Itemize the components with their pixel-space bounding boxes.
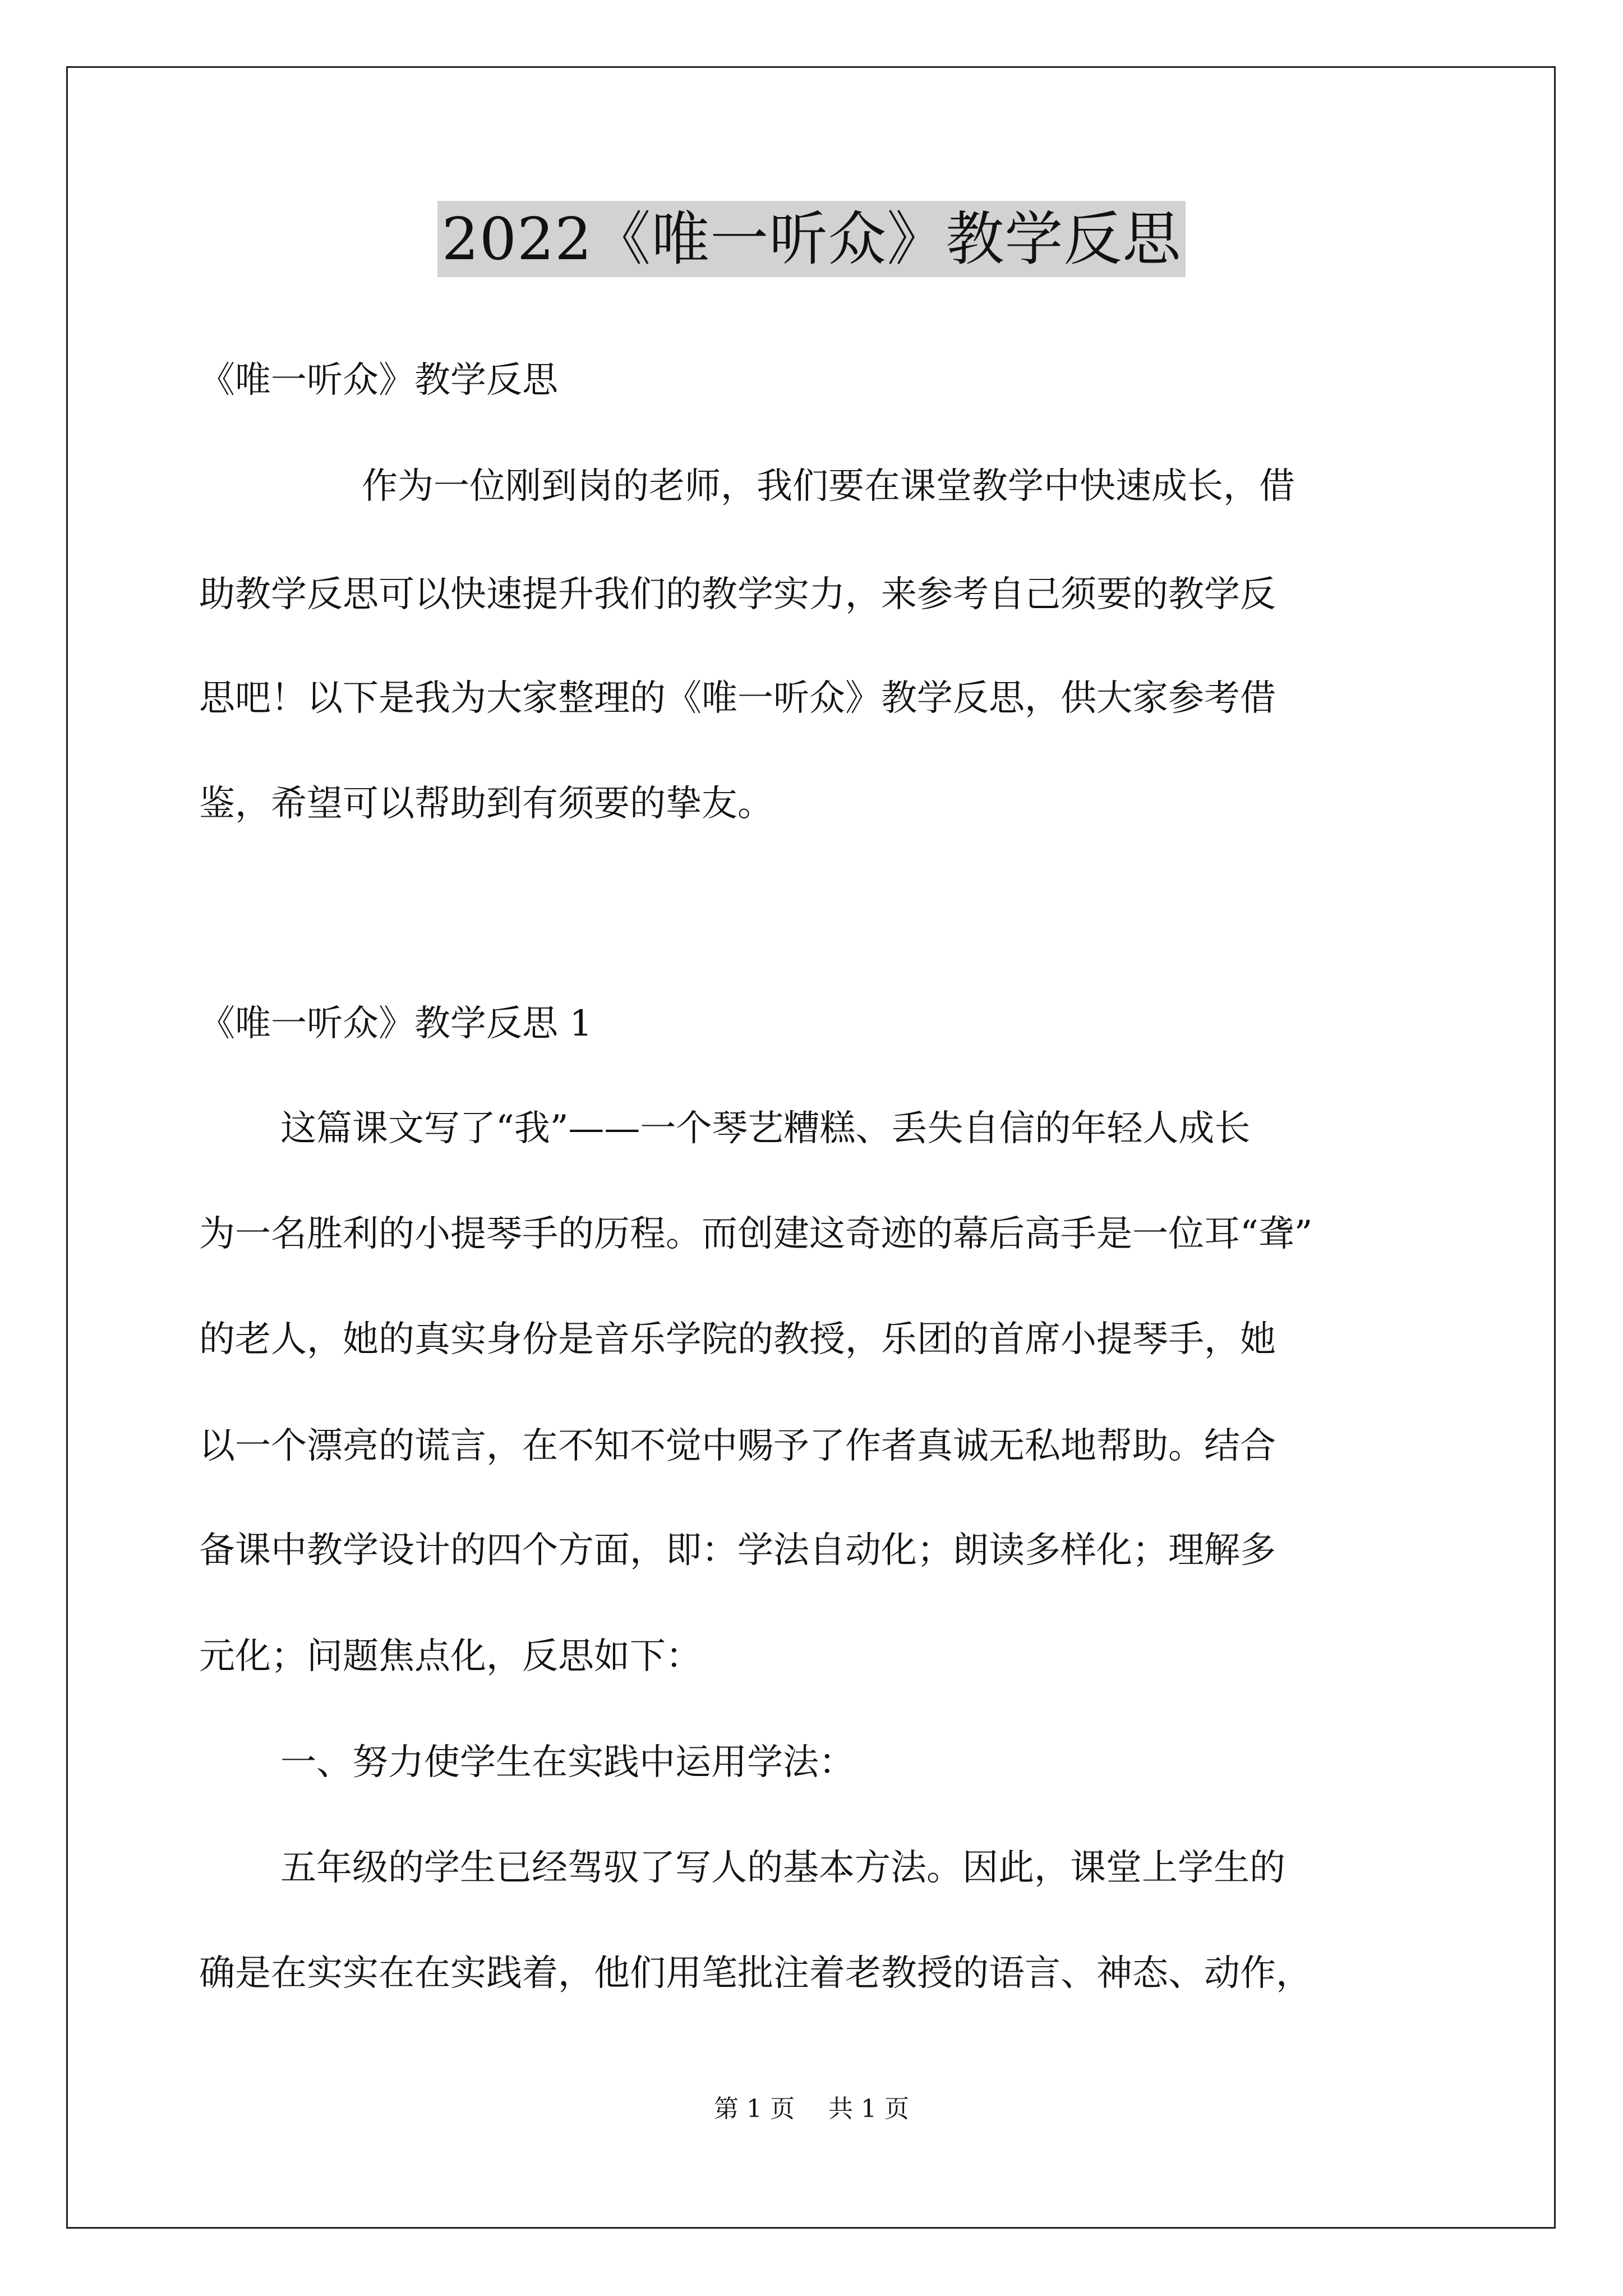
page-number: 第 1 页 bbox=[714, 2095, 795, 2123]
body-line: 以一个漂亮的谎言，在不知不觉中赐予了作者真诚无私地帮助。结合 bbox=[199, 1425, 1276, 1467]
body-line: 这篇课文写了“我”——一个琴艺糟糕、丢失自信的年轻人成长 bbox=[280, 1108, 1251, 1149]
body-line: 确是在实实在在实践着，他们用笔批注着老教授的语言、神态、动作， bbox=[199, 1953, 1312, 1994]
body-line: 一、努力使学生在实践中运用学法： bbox=[280, 1742, 855, 1783]
body-line: 为一名胜利的小提琴手的历程。而创建这奇迹的幕后高手是一位耳“聋” bbox=[199, 1213, 1313, 1255]
page-footer bbox=[0, 2092, 1623, 2126]
body-line: 备课中教学设计的四个方面，即：学法自动化；朗读多样化；理解多 bbox=[199, 1530, 1276, 1571]
intro-line: 鉴，希望可以帮助到有须要的挚友。 bbox=[199, 783, 773, 825]
page-total: 共 1 页 bbox=[828, 2095, 909, 2123]
title-container bbox=[0, 201, 1623, 277]
intro-line: 思吧！以下是我为大家整理的《唯一听众》教学反思，供大家参考借 bbox=[199, 678, 1276, 719]
body-line: 元化；问题焦点化，反思如下： bbox=[199, 1636, 702, 1677]
body-line: 的老人，她的真实身份是音乐学院的教授，乐团的首席小提琴手，她 bbox=[199, 1319, 1276, 1360]
intro-line: 助教学反思可以快速提升我们的教学实力，来参考自己须要的教学反 bbox=[199, 574, 1276, 615]
section-heading: 《唯一听众》教学反思 1 bbox=[199, 1003, 593, 1045]
document-title: 2022《唯一听众》教学反思 bbox=[437, 201, 1186, 277]
document-subtitle: 《唯一听众》教学反思 bbox=[199, 360, 558, 401]
intro-line: 作为一位刚到岗的老师，我们要在课堂教学中快速成长，借 bbox=[362, 466, 1295, 507]
body-line: 五年级的学生已经驾驭了写人的基本方法。因此，课堂上学生的 bbox=[280, 1847, 1285, 1889]
